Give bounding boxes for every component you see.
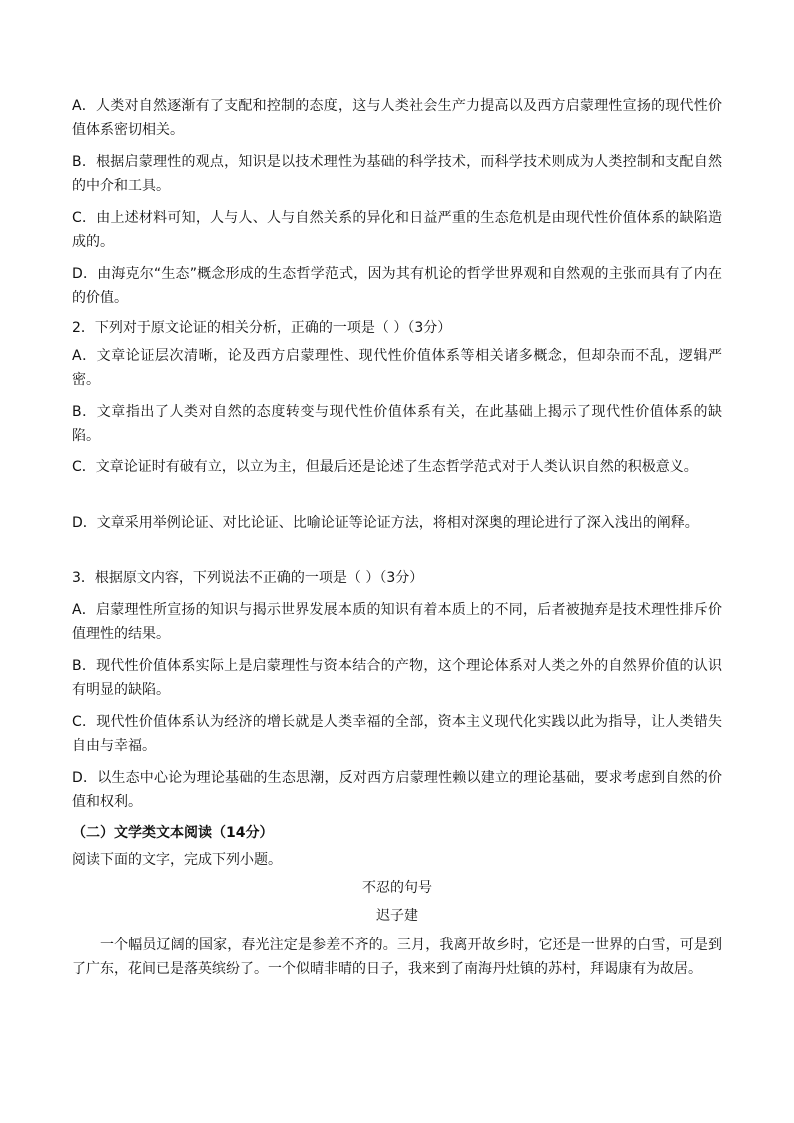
q2-option-d: D．文章采用举例论证、对比论证、比喻论证等论证方法，将相对深奥的理论进行了深入浅出的阐释。 <box>72 515 699 531</box>
q2-option-b: B．文章指出了人类对自然的态度转变与现代性价值体系有关，在此基础上揭示了现代性价值体系的缺陷。 <box>72 404 722 444</box>
q1-option-b: B．根据启蒙理性的观点，知识是以技术理性为基础的科学技术，而科学技术则成为人类控制和支配自然的中介和工具。 <box>72 154 722 194</box>
q2-option-c: C．文章论证时有破有立，以立为主，但最后还是论述了生态哲学范式对于人类认识自然的积极意义。 <box>72 459 698 475</box>
section-heading: （二）文学类文本阅读（14分） <box>72 825 274 841</box>
section-instruction: 阅读下面的文字，完成下列小题。 <box>72 852 282 868</box>
q1-option-d: D．由海克尔“生态”概念形成的生态哲学范式，因为其有机论的哲学世界观和自然观的主张而具有了内在的价值。 <box>72 266 722 306</box>
article-author: 迟子建 <box>376 908 418 924</box>
q2-option-a: A．文章论证层次清晰，论及西方启蒙理性、现代性价值体系等相关诸多概念，但却杂而不乱，逻辑严密。 <box>72 348 722 388</box>
q3-option-a: A．启蒙理性所宣扬的知识与揭示世界发展本质的知识有着本质上的不同，后者被抛弃是技术理性排斥价值理性的结果。 <box>72 602 722 642</box>
q2-stem: 2．下列对于原文论证的相关分析，正确的一项是（ ）（3分） <box>72 320 452 336</box>
q3-option-d: D．以生态中心论为理论基础的生态思潮，反对西方启蒙理性赖以建立的理论基础，要求考虑到自然的价值和权利。 <box>72 770 722 810</box>
article-title: 不忍的句号 <box>362 880 432 896</box>
q1-option-a: A．人类对自然逐渐有了支配和控制的态度，这与人类社会生产力提高以及西方启蒙理性宣扬的现代性价值体系密切相关。 <box>72 98 722 138</box>
q3-option-b: B．现代性价值体系实际上是启蒙理性与资本结合的产物，这个理论体系对人类之外的自然界价值的认识有明显的缺陷。 <box>72 658 722 698</box>
article-body: 一个幅员辽阔的国家，春光注定是参差不齐的。三月，我离开故乡时，它还是一世界的白雪，可是到了广东，花间已是落英缤纷了。一个似晴非晴的日子，我来到了南海丹灶镇的苏村，拜谒康有为故居。 <box>72 937 722 977</box>
q3-stem: 3．根据原文内容，下列说法不正确的一项是（ ）（3分） <box>72 570 424 586</box>
q3-option-c: C．现代性价值体系认为经济的增长就是人类幸福的全部，资本主义现代化实践以此为指导，让人类错失自由与幸福。 <box>72 714 722 754</box>
q1-option-c: C．由上述材料可知，人与人、人与自然关系的异化和日益严重的生态危机是由现代性价值体系的缺陷造成的。 <box>72 210 722 250</box>
